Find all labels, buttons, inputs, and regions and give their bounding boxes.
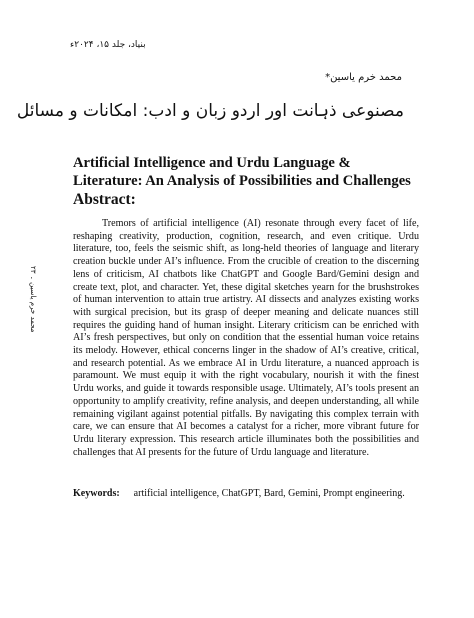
keywords-value: artificial intelligence, ChatGPT, Bard, Gemini, Prompt engineering. <box>133 488 405 499</box>
abstract-heading: Abstract: <box>73 191 136 208</box>
author-name-urdu: محمد خرم یاسین* <box>325 72 402 83</box>
journal-reference: بنیاد، جلد ۱۵، ۲۰۲۴ء <box>70 40 146 50</box>
title-english: Artificial Intelligence and Urdu Language & Literature: An Analysis of Possibilities and Challenges <box>73 155 411 189</box>
side-margin-text: محمد خرم یاسین ۔ ۲۳ <box>29 266 37 333</box>
title-urdu: مصنوعی ذہانت اور اردو زبان و ادب: امکانات و مسائل <box>16 101 404 121</box>
abstract-text: Tremors of artificial intelligence (AI) resonate through every facet of life, reshaping creativity, production, cognition, research, and even critique. Urdu literature, too, feels the seismic shift, as long-held theories of language and literary creation buckle under AI’s influence. From the crucible of creation to the discerning lens of criticism, AI chatbots like ChatGPT and Google Bard/Gemini design and create text, plot, and character. Yet, these digital sketches yearn for the brushstrokes of human intervention to attain true artistry. AI dissects and analyzes existing works with surgical precision, but its grasp of deeper meaning and delicate nuances still requires the guiding hand of human insight. Literary criticism can be enriched with AI’s fresh perspectives, but only on condition that the essential human voice retains its melody. However, ethical concerns linger in the shadow of AI’s creative, critical, and research potential. As we embrace AI in Urdu literature, a nuanced approach is paramount. We must equip it with the right vocabulary, nourish it with the finest Urdu works, and guide it towards responsible usage. Ultimately, AI’s tools present an opportunity to amplify creativity, refine analysis, and deepen understanding, all while remaining vigilant against potential pitfalls. By navigating this complex terrain with care, we can ensure that AI becomes a catalyst for a richer, more vibrant future for Urdu literary expression. This research article illuminates both the possibilities and challenges that AI presents for the future of Urdu language and literature. <box>73 218 419 458</box>
keywords-line <box>73 488 423 499</box>
keywords-label: Keywords: <box>73 488 120 499</box>
